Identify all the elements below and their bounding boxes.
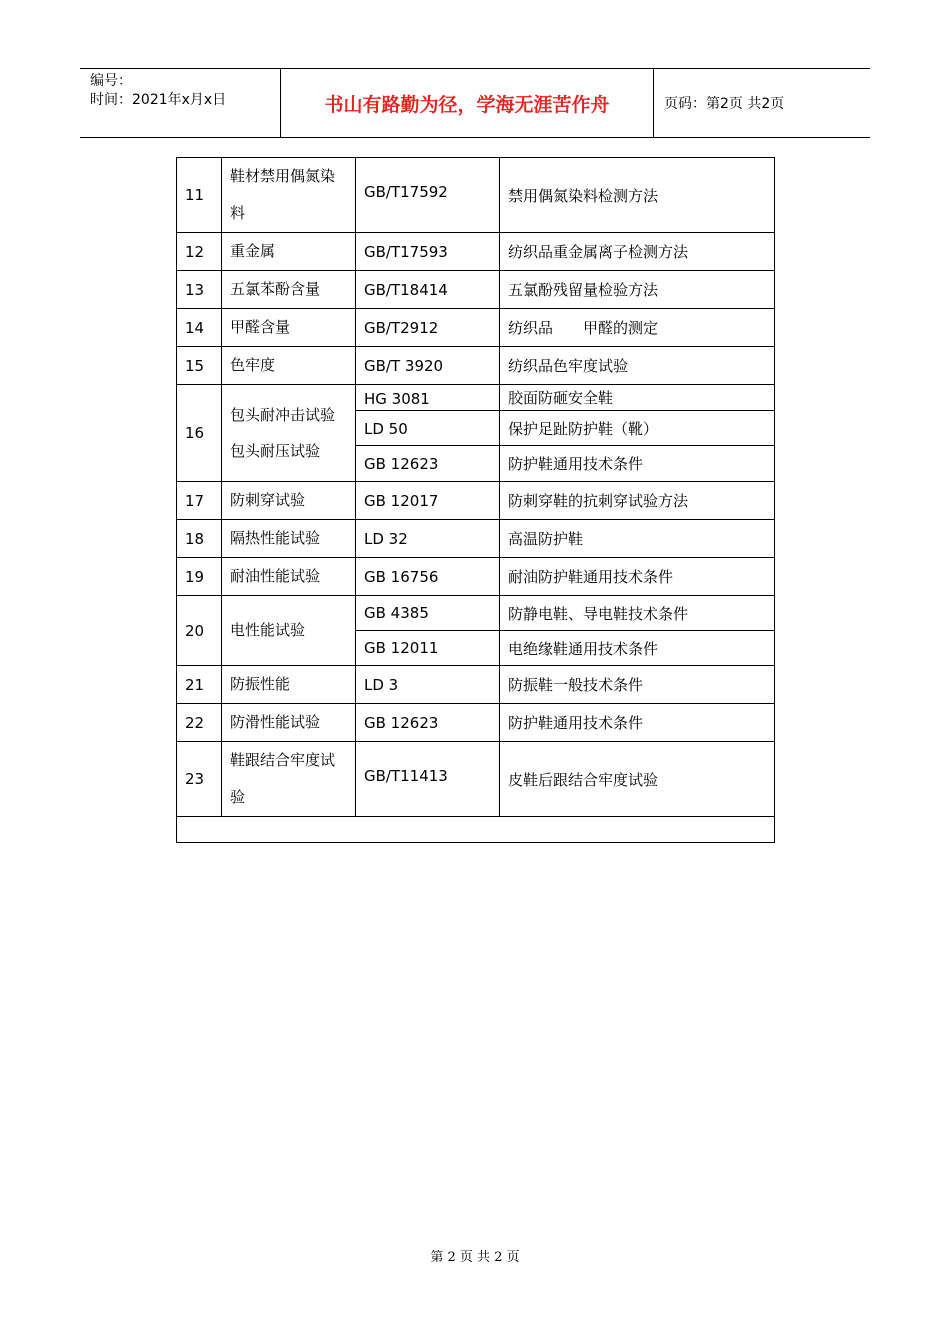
standard-code: GB/T 3920: [356, 347, 500, 385]
empty-cell: [177, 817, 775, 843]
standard-description: 防护鞋通用技术条件: [500, 446, 775, 482]
standard-description: 纺织品 甲醛的测定: [500, 309, 775, 347]
row-number: 15: [177, 347, 222, 385]
table-row: [177, 271, 775, 309]
test-item: 色牢度: [222, 347, 356, 385]
test-item: 五氯苯酚含量: [222, 271, 356, 309]
row-number: 16: [177, 385, 222, 482]
row-number: 14: [177, 309, 222, 347]
table-row: [177, 385, 775, 411]
page-footer: 第 2 页 共 2 页: [430, 1250, 520, 1265]
standard-code: LD 50: [356, 411, 500, 446]
standard-description: 纺织品重金属离子检测方法: [500, 233, 775, 271]
row-number: 19: [177, 558, 222, 596]
row-number: 17: [177, 482, 222, 520]
test-item: 防滑性能试验: [222, 704, 356, 742]
test-item-line: 包头耐冲击试验: [230, 406, 336, 424]
standard-code: GB 4385: [356, 596, 500, 631]
row-number: 20: [177, 596, 222, 666]
standard-code: GB 16756: [356, 558, 500, 596]
test-item: 甲醛含量: [222, 309, 356, 347]
row-number: 12: [177, 233, 222, 271]
standard-code: GB 12623: [356, 704, 500, 742]
standard-code: GB 12011: [356, 631, 500, 666]
row-number: 22: [177, 704, 222, 742]
standard-code: HG 3081: [356, 385, 500, 411]
standard-description: 禁用偶氮染料检测方法: [500, 158, 775, 233]
test-item: 防振性能: [222, 666, 356, 704]
document-time-label: 时间：2021年x月x日: [90, 92, 227, 108]
standard-description: 耐油防护鞋通用技术条件: [500, 558, 775, 596]
standard-description: 防刺穿鞋的抗刺穿试验方法: [500, 482, 775, 520]
row-number: 13: [177, 271, 222, 309]
row-number: 11: [177, 158, 222, 233]
test-item: 隔热性能试验: [222, 520, 356, 558]
standard-code: GB/T17592: [356, 158, 500, 233]
standard-description: 防静电鞋、导电鞋技术条件: [500, 596, 775, 631]
row-number: 23: [177, 742, 222, 817]
standard-description: 高温防护鞋: [500, 520, 775, 558]
standard-description: 胶面防砸安全鞋: [500, 385, 775, 411]
standard-description: 皮鞋后跟结合牢度试验: [500, 742, 775, 817]
table-row: [177, 742, 775, 817]
standard-description: 保护足趾防护鞋（靴）: [500, 411, 775, 446]
standard-description: 防振鞋一般技术条件: [500, 666, 775, 704]
header-page-label: 页码：第2页 共2页: [664, 96, 785, 112]
standard-code: GB/T17593: [356, 233, 500, 271]
table-row-empty: [177, 817, 775, 843]
table-row: [177, 558, 775, 596]
standard-code: GB/T2912: [356, 309, 500, 347]
standard-code: GB/T18414: [356, 271, 500, 309]
table-row: [177, 347, 775, 385]
standard-description: 纺织品色牢度试验: [500, 347, 775, 385]
table-row: [177, 233, 775, 271]
table-row: [177, 704, 775, 742]
row-number: 18: [177, 520, 222, 558]
standard-description: 五氯酚残留量检验方法: [500, 271, 775, 309]
standards-table: [176, 157, 775, 843]
test-item: 耐油性能试验: [222, 558, 356, 596]
table-row: [177, 309, 775, 347]
standard-code: GB 12623: [356, 446, 500, 482]
test-item-line: 包头耐压试验: [230, 442, 321, 460]
header-motto: 书山有路勤为径，学海无涯苦作舟: [281, 69, 654, 137]
standard-code: GB/T11413: [356, 742, 500, 817]
table-row: [177, 520, 775, 558]
standard-description: 防护鞋通用技术条件: [500, 704, 775, 742]
test-item: [222, 385, 356, 482]
table-row: [177, 596, 775, 631]
standard-code: LD 32: [356, 520, 500, 558]
page-header: [80, 68, 870, 138]
table-row: [177, 482, 775, 520]
test-item: 鞋材禁用偶氮染料: [222, 158, 356, 233]
standard-code: LD 3: [356, 666, 500, 704]
table-row: [177, 158, 775, 233]
test-item: 重金属: [222, 233, 356, 271]
test-item: 防刺穿试验: [222, 482, 356, 520]
standard-code: GB 12017: [356, 482, 500, 520]
header-meta: [80, 69, 281, 137]
document-number-label: 编号：: [90, 73, 132, 89]
table-row: [177, 666, 775, 704]
test-item: 鞋跟结合牢度试验: [222, 742, 356, 817]
row-number: 21: [177, 666, 222, 704]
standard-description: 电绝缘鞋通用技术条件: [500, 631, 775, 666]
test-item: 电性能试验: [222, 596, 356, 666]
